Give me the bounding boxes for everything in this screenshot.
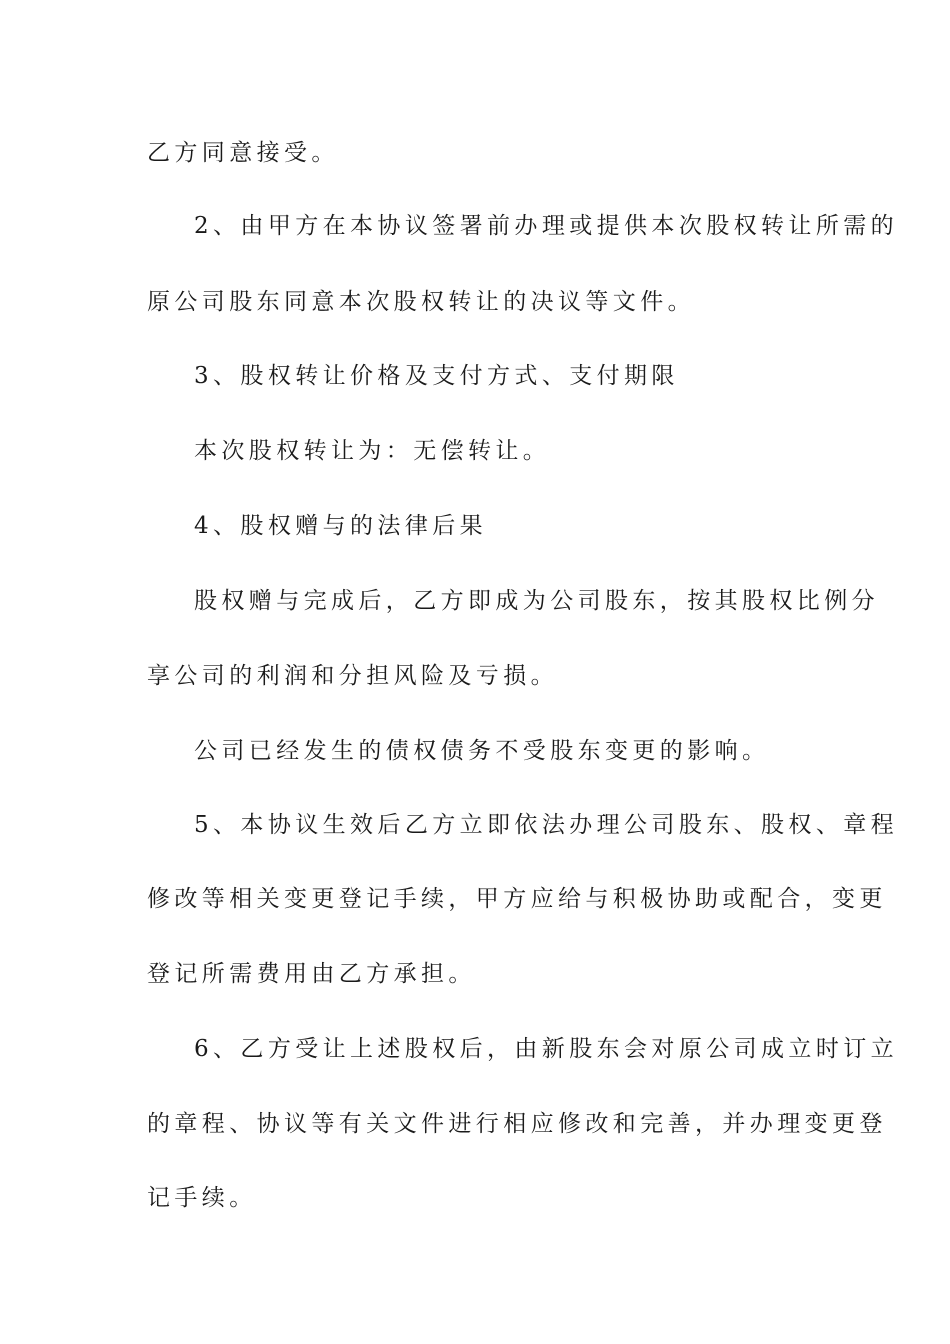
text-line-5: 本次股权转让为：无偿转让。 bbox=[194, 438, 551, 464]
text-line-9: 公司已经发生的债权债务不受股东变更的影响。 bbox=[194, 738, 770, 764]
text-line-4: 3、股权转让价格及支付方式、支付期限 bbox=[194, 363, 679, 389]
text-line-10: 5、本协议生效后乙方立即依法办理公司股东、股权、章程 bbox=[194, 812, 899, 838]
text-line-6: 4、股权赠与的法律后果 bbox=[194, 513, 488, 539]
text-line-13: 6、乙方受让上述股权后，由新股东会对原公司成立时订立 bbox=[194, 1036, 899, 1062]
text-line-8: 享公司的利润和分担风险及亏损。 bbox=[147, 663, 558, 689]
text-line-3: 原公司股东同意本次股权转让的决议等文件。 bbox=[147, 289, 695, 315]
text-line-11: 修改等相关变更登记手续，甲方应给与积极协助或配合，变更 bbox=[147, 886, 887, 912]
text-line-14: 的章程、协议等有关文件进行相应修改和完善，并办理变更登 bbox=[147, 1111, 887, 1137]
text-line-7: 股权赠与完成后，乙方即成为公司股东，按其股权比例分 bbox=[194, 588, 879, 614]
text-line-1: 乙方同意接受。 bbox=[147, 140, 339, 166]
text-line-15: 记手续。 bbox=[147, 1185, 257, 1211]
text-line-2: 2、由甲方在本协议签署前办理或提供本次股权转让所需的 bbox=[194, 213, 899, 239]
text-line-12: 登记所需费用由乙方承担。 bbox=[147, 961, 476, 987]
